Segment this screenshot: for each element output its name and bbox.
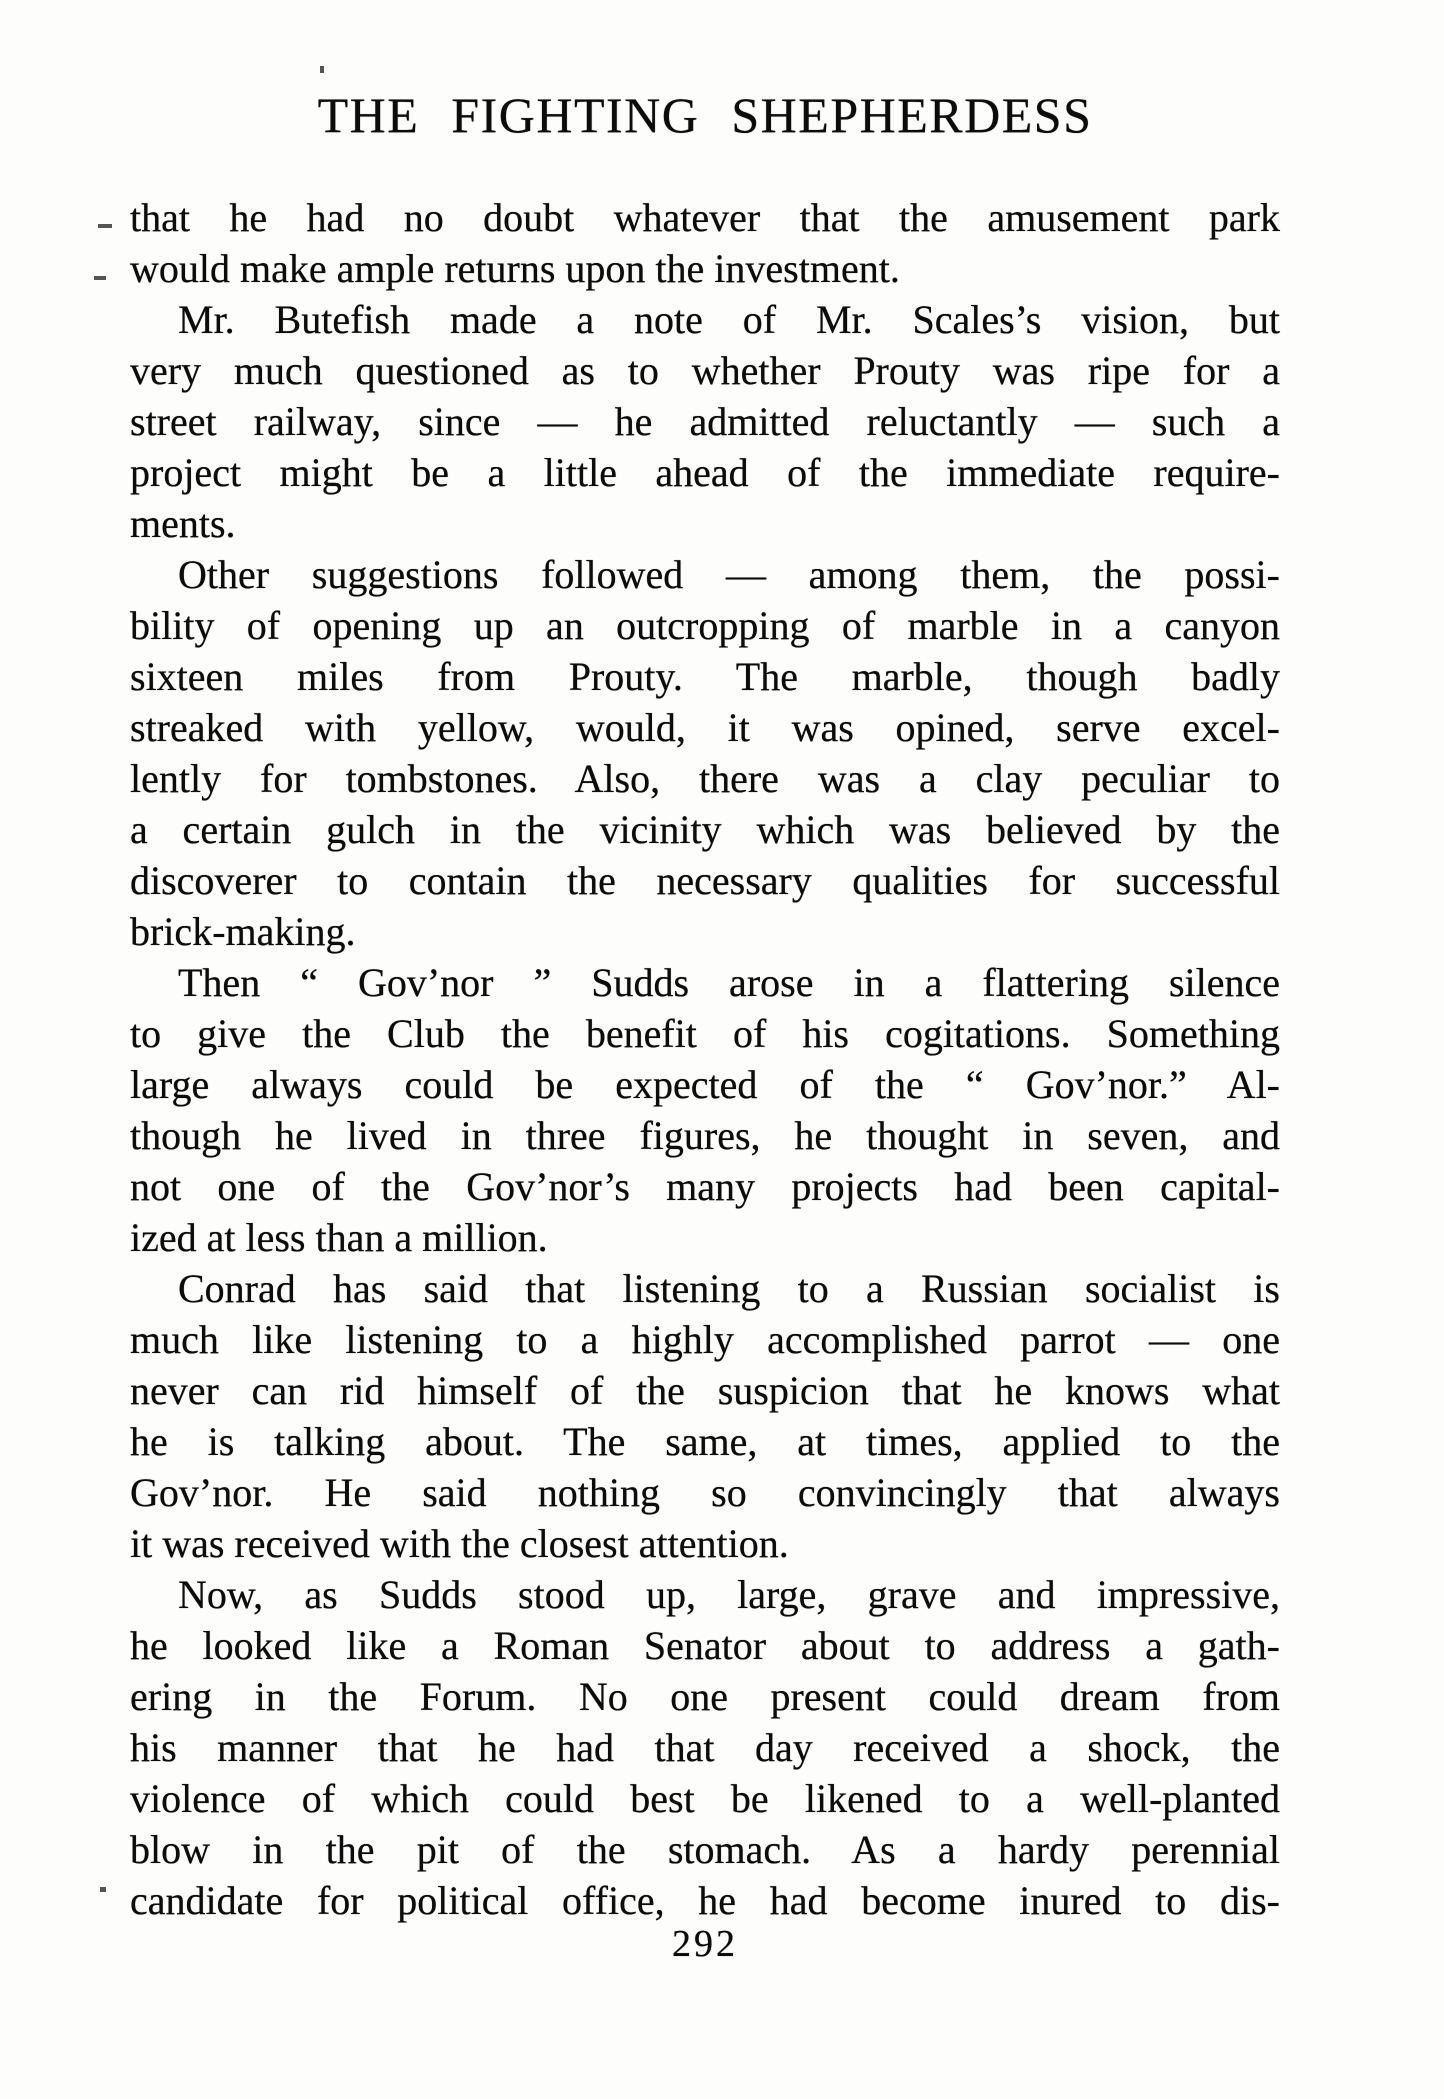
- text-line: though he lived in three figures, he thought in seven, and: [130, 1113, 1280, 1158]
- text-line: project might be a little ahead of the immediate require-: [130, 450, 1280, 495]
- text-line: discoverer to contain the necessary qualities for successful: [130, 858, 1280, 903]
- text-line: bility of opening up an outcropping of marble in a canyon: [130, 603, 1280, 648]
- text-block: [130, 192, 1280, 1926]
- text-line: ering in the Forum. No one present could dream from: [130, 1674, 1280, 1719]
- text-line: blow in the pit of the stomach. As a hardy perennial: [130, 1827, 1280, 1872]
- text-line: never can rid himself of the suspicion that he knows what: [130, 1368, 1280, 1413]
- text-line: large always could be expected of the “ Gov’nor.” Al-: [130, 1062, 1280, 1107]
- text-line: violence of which could best be likened to a well-planted: [130, 1776, 1280, 1821]
- text-line: Other suggestions followed — among them, the possi-: [178, 552, 1280, 597]
- text-line: street railway, since — he admitted reluctantly — such a: [130, 399, 1280, 444]
- text-line: streaked with yellow, would, it was opined, serve excel-: [130, 705, 1280, 750]
- text-line: Gov’nor. He said nothing so convincingly that always: [130, 1470, 1280, 1515]
- text-line: brick-making.: [130, 909, 356, 954]
- text-line: it was received with the closest attention.: [130, 1521, 789, 1566]
- scan-speck: [98, 224, 112, 228]
- page-number: 292: [672, 1923, 738, 1965]
- text-line: lently for tombstones. Also, there was a clay peculiar to: [130, 756, 1280, 801]
- text-line: sixteen miles from Prouty. The marble, though badly: [130, 654, 1280, 699]
- text-line: Conrad has said that listening to a Russian socialist is: [178, 1266, 1280, 1311]
- text-line: a certain gulch in the vicinity which was believed by the: [130, 807, 1280, 852]
- scan-speck: [94, 276, 106, 280]
- text-line: to give the Club the benefit of his cogitations. Something: [130, 1011, 1280, 1056]
- text-line: Now, as Sudds stood up, large, grave and impressive,: [178, 1572, 1280, 1617]
- text-line: he looked like a Roman Senator about to address a gath-: [130, 1623, 1280, 1668]
- text-line: ments.: [130, 501, 236, 546]
- text-line: Mr. Butefish made a note of Mr. Scales’s vision, but: [178, 297, 1280, 342]
- text-line: ized at less than a million.: [130, 1215, 548, 1260]
- page-title: THE FIGHTING SHEPHERDESS: [317, 87, 1093, 143]
- text-line: Then “ Gov’nor ” Sudds arose in a flattering silence: [178, 960, 1280, 1005]
- scan-speck: [100, 1887, 106, 1892]
- text-line: would make ample returns upon the investment.: [130, 246, 900, 291]
- text-line: that he had no doubt whatever that the amusement park: [130, 195, 1280, 240]
- text-line: not one of the Gov’nor’s many projects had been capital-: [130, 1164, 1280, 1209]
- text-line: much like listening to a highly accomplished parrot — one: [130, 1317, 1280, 1362]
- scan-speck: [320, 66, 324, 73]
- text-line: very much questioned as to whether Prouty was ripe for a: [130, 348, 1280, 393]
- text-line: his manner that he had that day received a shock, the: [130, 1725, 1280, 1770]
- text-line: candidate for political office, he had become inured to dis-: [130, 1878, 1280, 1923]
- text-line: he is talking about. The same, at times, applied to the: [130, 1419, 1280, 1464]
